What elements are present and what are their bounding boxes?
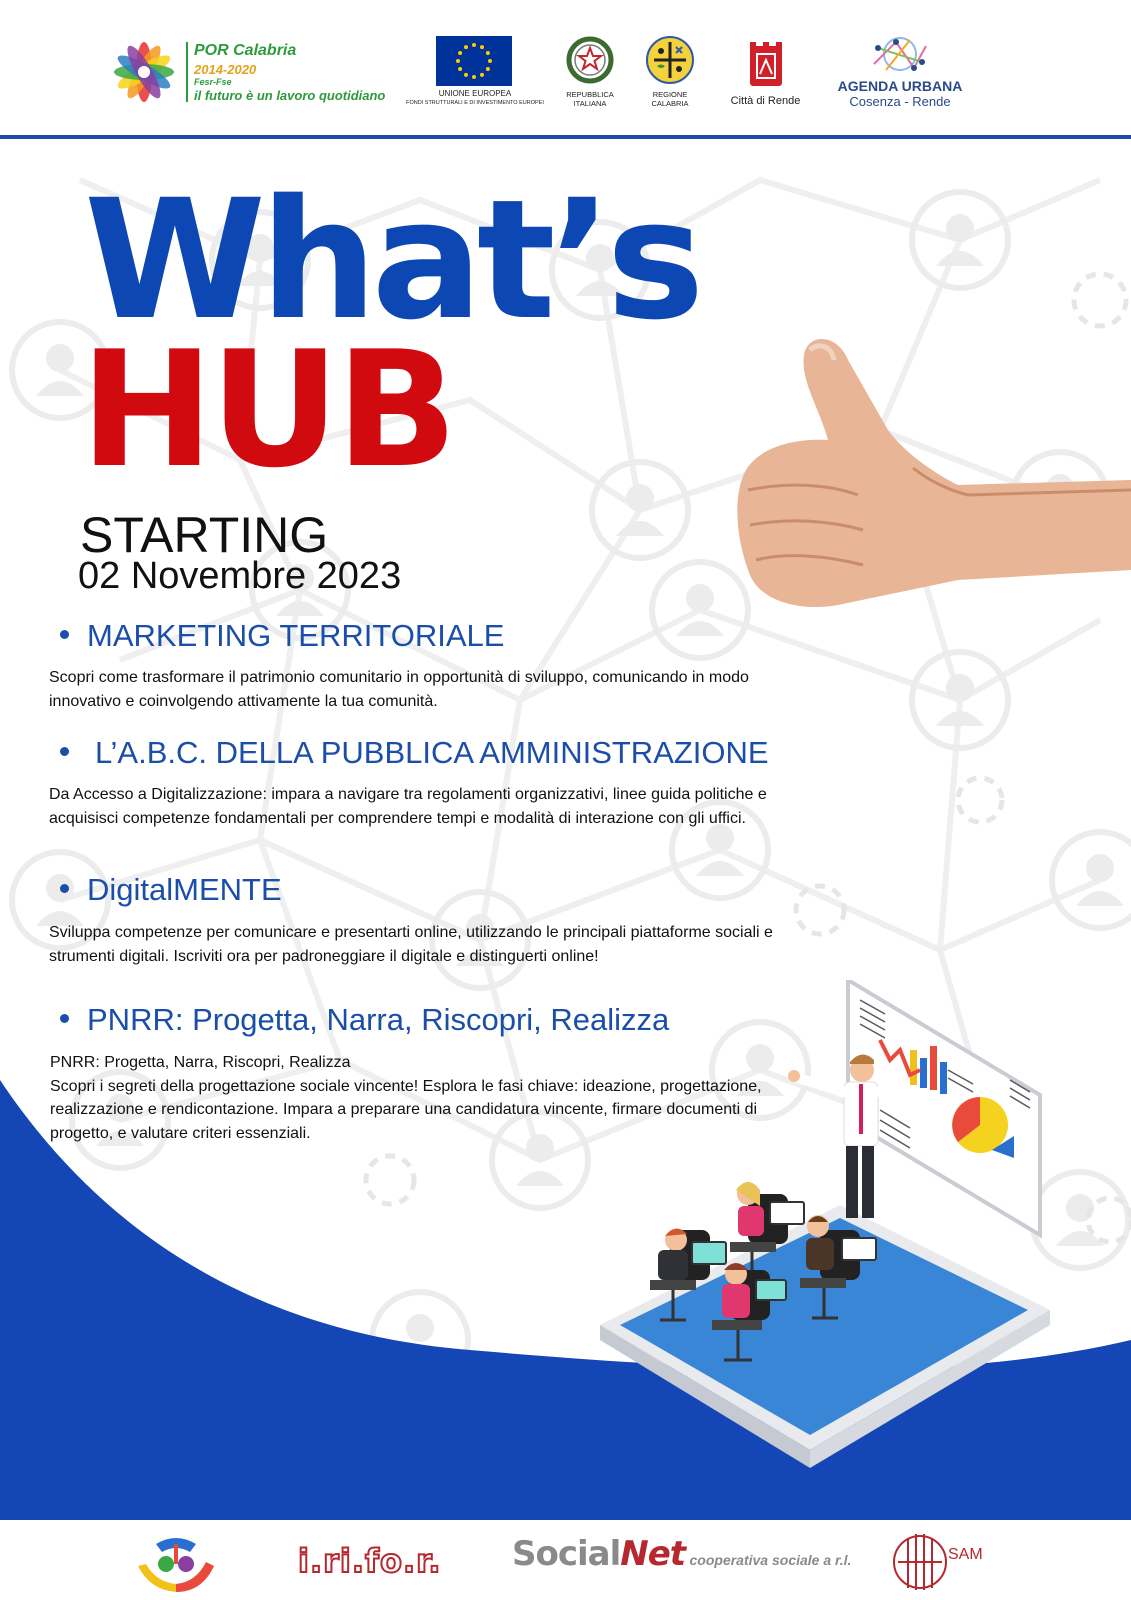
por-motto: il futuro è un lavoro quotidiano bbox=[194, 88, 386, 103]
repubblica-italiana-logo bbox=[560, 34, 620, 114]
section-title-abc: L’A.B.C. DELLA PUBBLICA AMMINISTRAZIONE bbox=[60, 737, 769, 768]
rende-name: Città di Rende bbox=[730, 95, 801, 107]
header-divider bbox=[0, 135, 1131, 139]
bullet-icon bbox=[60, 630, 69, 639]
header-logo-bar bbox=[0, 0, 1131, 130]
section-body-marketing: Scopri come trasformare il patrimonio comunitario in opportunità di sviluppo, comunicando in modo innovativo e coinvolgendo attivamente la tua comunità. bbox=[49, 669, 749, 710]
citta-di-rende-logo bbox=[718, 40, 813, 112]
starting-label: STARTING bbox=[80, 507, 329, 563]
section-body-abc: Da Accesso a Digitalizzazione: impara a navigare tra regolamenti organizzativi, linee guida politiche e acquisisci competenze fondamentali per comprendere tempi e modalità di interazione con gli uffici. bbox=[49, 786, 767, 827]
por-name: POR Calabria bbox=[194, 42, 297, 59]
title-hub: HUB bbox=[80, 316, 454, 503]
presentation-classroom-illustration bbox=[580, 980, 1050, 1480]
por-flower-icon bbox=[108, 36, 180, 108]
pnrr-subtitle: PNRR: Progetta, Narra, Riscopri, Realizza bbox=[50, 1054, 351, 1071]
agenda-urbana-logo bbox=[830, 34, 970, 114]
agenda-line1: AGENDA URBANA bbox=[837, 78, 963, 94]
socialnet-part1: Social bbox=[512, 1534, 621, 1574]
partner-colorful-logo-icon bbox=[136, 1530, 216, 1592]
socialnet-part2: Net bbox=[620, 1534, 686, 1574]
regione-calabria-logo bbox=[640, 34, 700, 114]
sam-emblem-icon bbox=[890, 1528, 950, 1594]
title-whats: What’s bbox=[84, 164, 699, 356]
italian-emblem-icon bbox=[565, 34, 615, 88]
repubblica-line2: ITALIANA bbox=[573, 99, 607, 108]
footer-partner-logos bbox=[0, 1520, 1131, 1600]
section-title-pnrr: PNRR: Progetta, Narra, Riscopri, Realizza bbox=[60, 1004, 669, 1035]
sam-logo bbox=[890, 1528, 1000, 1594]
agenda-line2: Cosenza - Rende bbox=[849, 94, 951, 109]
regione-line2: CALABRIA bbox=[651, 99, 689, 108]
por-years: 2014-2020 bbox=[194, 62, 257, 77]
eu-logo bbox=[400, 36, 550, 112]
socialnet-logo bbox=[512, 1534, 851, 1574]
agenda-network-icon bbox=[866, 34, 934, 78]
eu-name: UNIONE EUROPEA bbox=[438, 89, 512, 98]
irifor-logo: i.ri.fo.r. bbox=[298, 1542, 442, 1580]
bullet-icon bbox=[60, 884, 69, 893]
eu-flag-icon bbox=[436, 36, 512, 86]
section-title-marketing: MARKETING TERRITORIALE bbox=[60, 620, 504, 651]
section-title-digitalmente: DigitalMENTE bbox=[60, 874, 282, 905]
start-date: 02 Novembre 2023 bbox=[78, 555, 402, 597]
por-fund: Fesr-Fse bbox=[194, 77, 232, 87]
eu-funds: FONDI STRUTTURALI E DI INVESTIMENTO EUROPEI bbox=[406, 100, 544, 106]
por-calabria-logo bbox=[108, 36, 393, 108]
thumbs-up-hand-image bbox=[728, 320, 1131, 620]
regione-line1: REGIONE bbox=[652, 90, 688, 99]
bullet-icon bbox=[60, 1014, 69, 1023]
sam-text: SAM bbox=[948, 1546, 983, 1563]
section-body-digitalmente: Sviluppa competenze per comunicare e presentarti online, utilizzando le principali piattaforme sociali e strumenti digitali. Iscriviti ora per padroneggiare il digitale e distinguerti online! bbox=[49, 924, 773, 965]
calabria-shield-icon bbox=[645, 34, 695, 88]
pnrr-description: Scopri i segreti della progettazione sociale vincente! Esplora le fasi chiave: ideazione, progettazione, realizzazione e rendicontazione. Impara a preparare una candidatura vincente, firmare documenti di progetto, e valutare criteri essenziali. bbox=[50, 1077, 762, 1142]
repubblica-line1: REPUBBLICA bbox=[566, 90, 614, 99]
socialnet-tagline: cooperativa sociale a r.l. bbox=[689, 1552, 852, 1568]
bullet-icon bbox=[60, 747, 69, 756]
rende-crest-icon bbox=[746, 40, 786, 92]
